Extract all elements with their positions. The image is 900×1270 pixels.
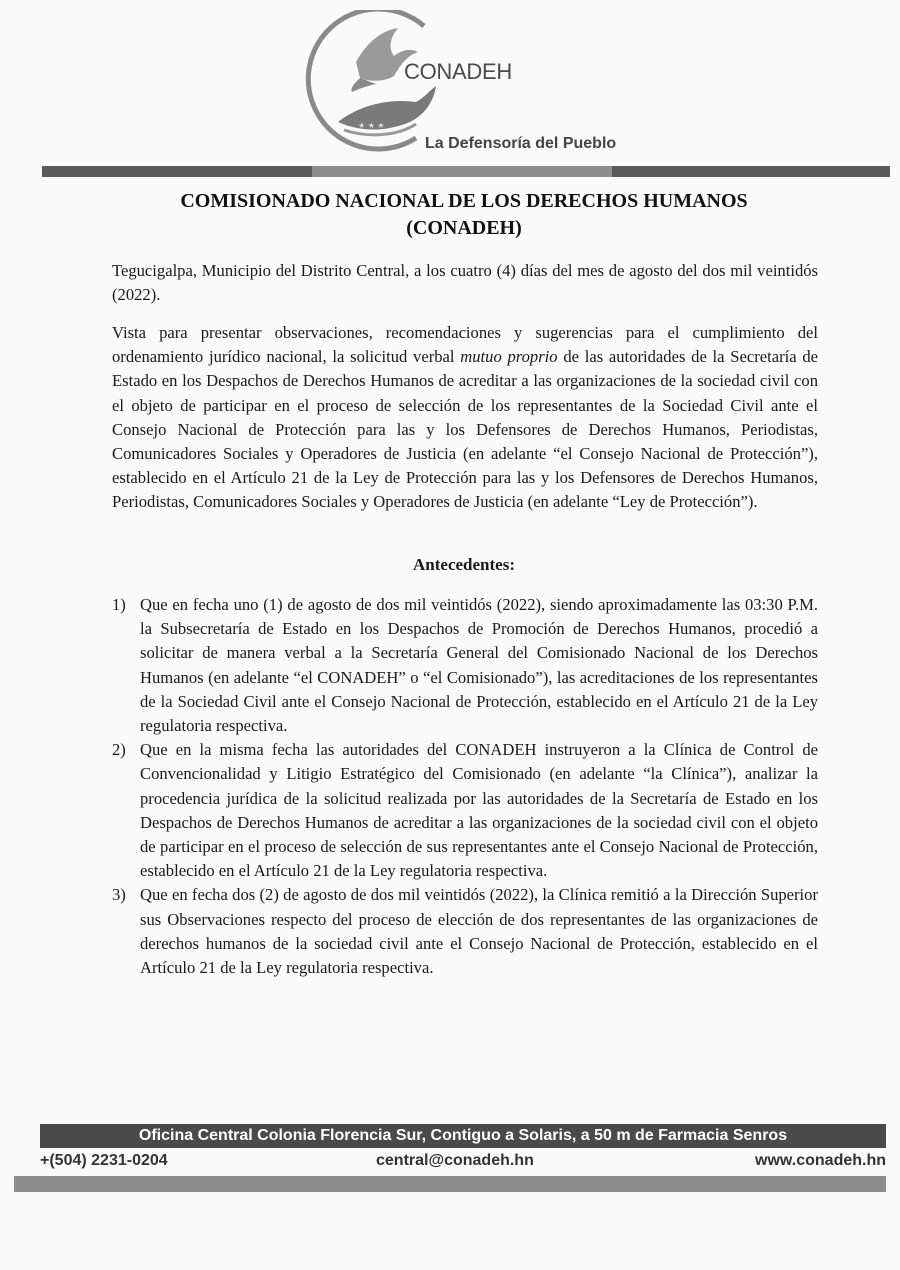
item-text: Que en fecha uno (1) de agosto de dos mil veintidós (2022), siendo aproximadamente las 03:30 P.M. la Subsecretaría de Estado en los Despachos de Promoción de Derechos Humanos, procedió a solicitar de manera verbal a la Secretaría General del Comisionado Nacional de los Derechos Humanos (en adelante “el CONADEH” o “el Comisionado”), las acreditaciones de los representantes de la Sociedad Civil ante el Consejo Nacional de Protección, establecido en el Artículo 21 de la Ley regulatoria respectiva. <box>140 595 818 736</box>
footer-email: central@conadeh.hn <box>376 1152 534 1169</box>
title-line-2: (CONADEH) <box>406 217 522 239</box>
list-item <box>112 883 818 980</box>
logo-name: CONADEH <box>404 59 512 84</box>
footer-contacts <box>40 1152 886 1174</box>
date-paragraph: Tegucigalpa, Municipio del Distrito Central, a los cuatro (4) días del mes de agosto del dos mil veintidós (2022). <box>112 261 818 305</box>
list-item <box>112 593 818 738</box>
item-text: Que en fecha dos (2) de agosto de dos mil veintidós (2022), la Clínica remitió a la Dirección Superior sus Observaciones respecto del proceso de elección de dos representantes de las organizaciones de derechos humanos de la sociedad civil ante el Consejo Nacional de Protección, establecido en el Artículo 21 de la Ley regulatoria respectiva. <box>140 885 818 978</box>
conadeh-logo <box>298 10 638 160</box>
item-number: 2) <box>112 740 126 760</box>
intro-text-end: de las autoridades de la Secretaría de Estado en los Despachos de Derechos Humanos de acreditar a las organizaciones de la sociedad civil con el objeto de participar en el proceso de selección de los representantes de la Sociedad Civil ante el Consejo Nacional de Protección para las y los Defensores de Derechos Humanos, Periodistas, Comunicadores Sociales y Operadores de Justicia (en adelante “el Consejo Nacional de Protección”), establecido en el Artículo 21 de la Ley de Protección para las y los Defensores de Derechos Humanos, Periodistas, Comunicadores Sociales y Operadores de Justicia (en adelante “Ley de Protección”). <box>112 347 819 512</box>
footer-website: www.conadeh.hn <box>755 1152 886 1169</box>
document-title <box>40 188 888 242</box>
footer-phone: +(504) 2231-0204 <box>40 1152 168 1169</box>
header-divider <box>42 166 890 177</box>
title-line-1: COMISIONADO NACIONAL DE LOS DERECHOS HUMANOS <box>180 190 748 212</box>
intro-text-start: Vista para presentar observaciones, recomendaciones y sugerencias para el cumplimiento del ordenamiento jurídico nacional, la solicitud verbal <box>112 323 818 367</box>
item-number: 1) <box>112 595 126 614</box>
item-text: Que en la misma fecha las autoridades del CONADEH instruyeron a la Clínica de Control de Convencionalidad y Litigio Estratégico del Comisionado (en adelante “la Clínica”), analizar la procedencia jurídica de la solicitud realizada por las autoridades de la Secretaría de Estado en los Despachos de Derechos Humanos de acreditar a las organizaciones de la sociedad civil con el objeto de participar en el proceso de selección de sus representantes ante el Consejo Nacional de Protección, establecido en el Artículo 21 de la Ley regulatoria respectiva. <box>140 740 818 881</box>
item-number: 3) <box>112 885 126 905</box>
antecedentes-list <box>112 593 818 980</box>
intro-italic-phrase: mutuo proprio <box>460 347 558 367</box>
intro-paragraph <box>112 321 818 515</box>
list-item <box>112 738 818 883</box>
tagline: La Defensoría del Pueblo <box>425 135 617 152</box>
svg-text:★ ★ ★: ★ ★ ★ <box>358 121 385 130</box>
footer-address: Oficina Central Colonia Florencia Sur, Contiguo a Solaris, a 50 m de Farmacia Senros <box>40 1124 886 1148</box>
section-heading: Antecedentes: <box>413 555 515 574</box>
footer-divider <box>14 1176 886 1192</box>
